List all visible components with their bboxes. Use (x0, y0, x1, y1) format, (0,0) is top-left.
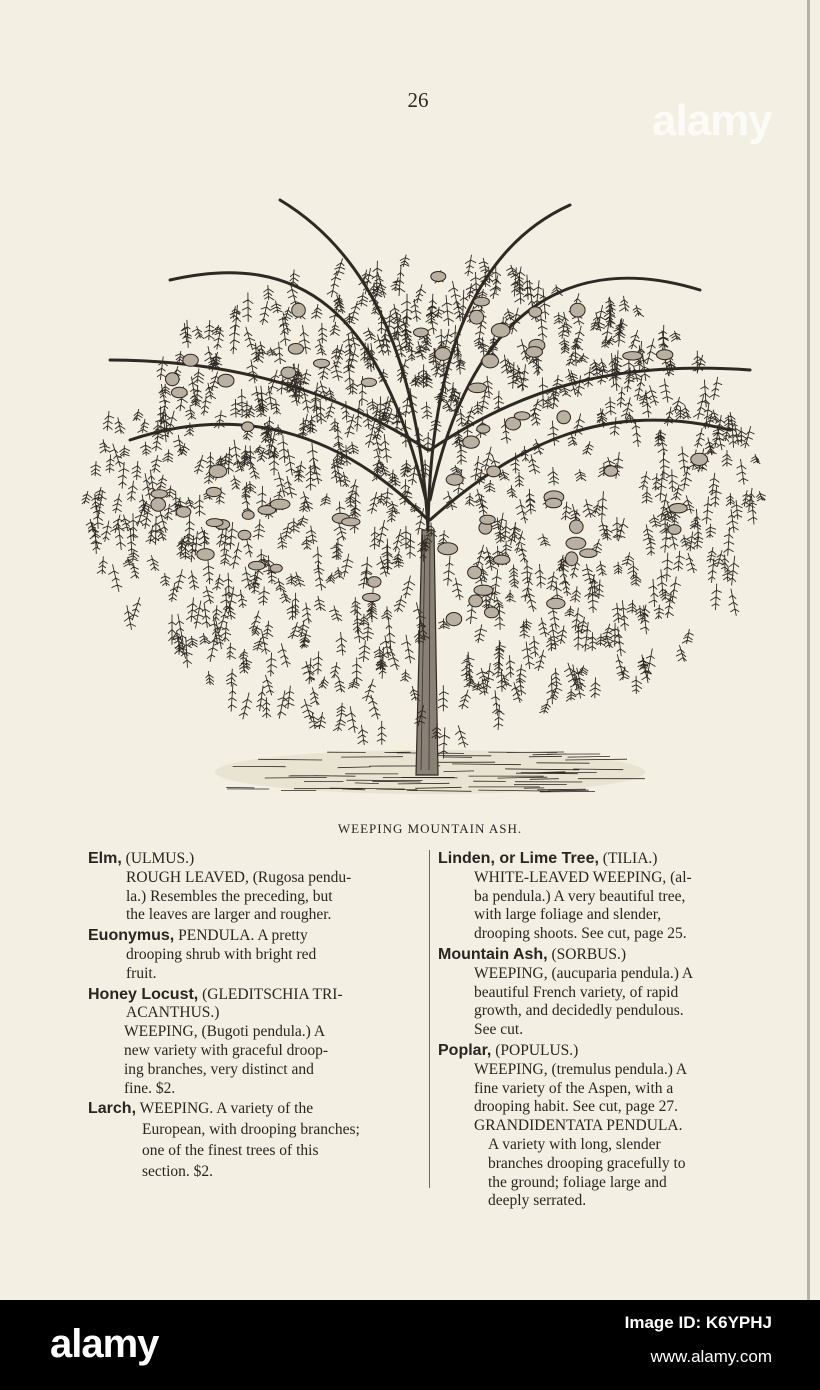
entry-mountain-ash (438, 946, 772, 1040)
entry-title: Honey Locust, (88, 985, 199, 1003)
berry-cluster (151, 490, 167, 498)
berry-cluster (446, 613, 462, 626)
berry-cluster (545, 498, 561, 508)
berry-cluster (270, 564, 282, 572)
entry-linden (438, 850, 772, 944)
entry-euonymus (88, 927, 424, 983)
entry-line: growth, and decidedly pendulous. (474, 1002, 684, 1020)
page-edge (807, 0, 810, 1300)
berry-cluster (446, 474, 463, 485)
entry-line: WEEPING, (tremulus pendula.) A (474, 1060, 688, 1078)
entry-latin-continued: ACANTHUS.) (126, 1004, 220, 1022)
entry-line: beautiful French variety, of rapid (474, 983, 679, 1001)
berry-cluster (557, 411, 571, 424)
berry-cluster (209, 465, 227, 478)
berry-cluster (604, 466, 617, 476)
berry-cluster (470, 310, 484, 324)
entry-line: A variety with long, slender (488, 1135, 661, 1153)
berry-cluster (435, 348, 451, 361)
berry-cluster (526, 347, 543, 358)
berry-cluster (151, 498, 166, 511)
berry-cluster (197, 549, 214, 561)
berry-cluster (414, 328, 429, 337)
berry-cluster (242, 422, 254, 432)
entry-line: fruit. (126, 964, 157, 982)
berry-cluster (474, 585, 493, 595)
berry-cluster (463, 436, 480, 448)
entry-line: ba pendula.) A very beautiful tree, (474, 887, 686, 905)
column-divider (429, 850, 430, 1188)
berry-cluster (183, 354, 198, 366)
entry-title: Poplar, (438, 1041, 492, 1059)
entry-line: the leaves are larger and rougher. (126, 906, 332, 924)
berry-cluster (570, 520, 584, 533)
berry-cluster (657, 350, 673, 360)
right-column (438, 850, 772, 1213)
entry-line: WEEPING, (Bugoti pendula.) A (124, 1023, 326, 1041)
berry-cluster (691, 453, 708, 465)
berry-cluster (494, 555, 510, 564)
berry-cluster (514, 412, 530, 420)
berry-cluster (314, 359, 330, 367)
page-number: 26 (407, 88, 429, 112)
entry-line: WEEPING, (aucuparia pendula.) A (474, 964, 694, 982)
entry-title: Elm, (88, 850, 122, 867)
berry-cluster (668, 525, 681, 535)
entry-line: one of the finest trees of this (142, 1142, 319, 1160)
illustration-caption: WEEPING MOUNTAIN ASH. (337, 821, 523, 836)
entry-line: fine variety of the Aspen, with a (474, 1079, 674, 1097)
entry-line: ing branches, very distinct and (124, 1060, 314, 1078)
entry-line: branches drooping gracefully to (488, 1154, 686, 1172)
berry-cluster (491, 324, 510, 338)
entry-text: PENDULA. A pretty (178, 927, 308, 945)
tree-trunk (416, 530, 438, 775)
berry-cluster (482, 354, 499, 368)
entry-title: Euonymus, (88, 927, 175, 945)
berry-cluster (166, 373, 180, 386)
berry-cluster (292, 303, 306, 317)
berry-cluster (176, 507, 191, 518)
entry-latin: (GLEDITSCHIA TRI- (202, 985, 343, 1003)
berry-cluster (529, 307, 542, 317)
entry-line: la.) Resembles the preceding, but (126, 887, 333, 905)
entry-latin: (ULMUS.) (125, 850, 195, 867)
entry-poplar (438, 1042, 772, 1211)
entry-line: fine. $2. (124, 1079, 176, 1097)
berry-cluster (623, 352, 642, 360)
entry-line: drooping habit. See cut, page 27. (474, 1098, 679, 1116)
berry-cluster (469, 595, 483, 607)
berry-cluster (218, 374, 234, 387)
entry-latin: (SORBUS.) (551, 945, 627, 963)
entry-honey-locust (88, 986, 424, 1099)
entry-line: European, with drooping branches; (142, 1121, 360, 1139)
entry-line: with large foliage and slender, (474, 906, 662, 924)
footer-url: www.alamy.com (650, 1347, 772, 1366)
berry-cluster (363, 593, 381, 601)
entry-line: WHITE-LEAVED WEEPING, (al- (474, 868, 692, 886)
entry-elm (88, 850, 424, 925)
footer-bar (0, 1300, 820, 1390)
entry-line: section. $2. (142, 1163, 214, 1181)
entry-larch (88, 1100, 424, 1182)
weeping-mountain-ash-illustration (50, 140, 800, 815)
left-column (88, 850, 424, 1184)
berry-cluster (438, 543, 458, 555)
berry-cluster (566, 537, 586, 549)
berry-cluster (485, 607, 499, 618)
berry-cluster (477, 425, 490, 434)
berry-cluster (206, 487, 221, 496)
entry-latin: (TILIA.) (602, 850, 658, 867)
berry-cluster (468, 383, 486, 393)
berry-cluster (281, 367, 296, 378)
berry-cluster (669, 504, 687, 513)
entry-line: the ground; foliage large and (488, 1173, 667, 1191)
berry-cluster (171, 387, 187, 397)
entry-line: GRANDIDENTATA PENDULA. (474, 1117, 683, 1135)
berry-cluster (468, 566, 482, 578)
berry-cluster (480, 515, 495, 524)
berry-cluster (580, 549, 597, 558)
entry-line: deeply serrated. (488, 1192, 587, 1210)
entry-line: See cut. (474, 1021, 524, 1039)
entry-line: drooping shrub with bright red (126, 945, 317, 963)
berry-cluster (474, 297, 490, 306)
entry-line: new variety with graceful droop- (124, 1041, 329, 1059)
berry-cluster (206, 519, 223, 527)
berry-cluster (566, 552, 578, 566)
berry-cluster (238, 530, 251, 540)
entry-title: Larch, (88, 1100, 137, 1118)
berry-cluster (368, 577, 381, 588)
image-id: Image ID: K6YPHJ (624, 1313, 772, 1332)
berry-cluster (547, 598, 565, 609)
entry-text: WEEPING. A variety of the (139, 1100, 314, 1118)
entry-title: Linden, or Lime Tree, (438, 850, 599, 867)
berry-cluster (570, 303, 585, 317)
berry-cluster (487, 466, 501, 477)
berry-cluster (342, 518, 360, 526)
berry-cluster (249, 561, 265, 570)
berry-cluster (361, 378, 376, 386)
entry-line: ROUGH LEAVED, (Rugosa pendu- (126, 868, 352, 886)
berry-cluster (288, 344, 303, 355)
footer-logo: alamy (50, 1322, 159, 1366)
entry-latin: (POPULUS.) (495, 1041, 579, 1059)
berry-cluster (242, 511, 254, 520)
berry-cluster (431, 272, 446, 282)
entry-line: drooping shoots. See cut, page 25. (474, 925, 687, 943)
berry-cluster (270, 499, 290, 509)
watermark: alamy (652, 96, 772, 145)
entry-title: Mountain Ash, (438, 945, 548, 963)
